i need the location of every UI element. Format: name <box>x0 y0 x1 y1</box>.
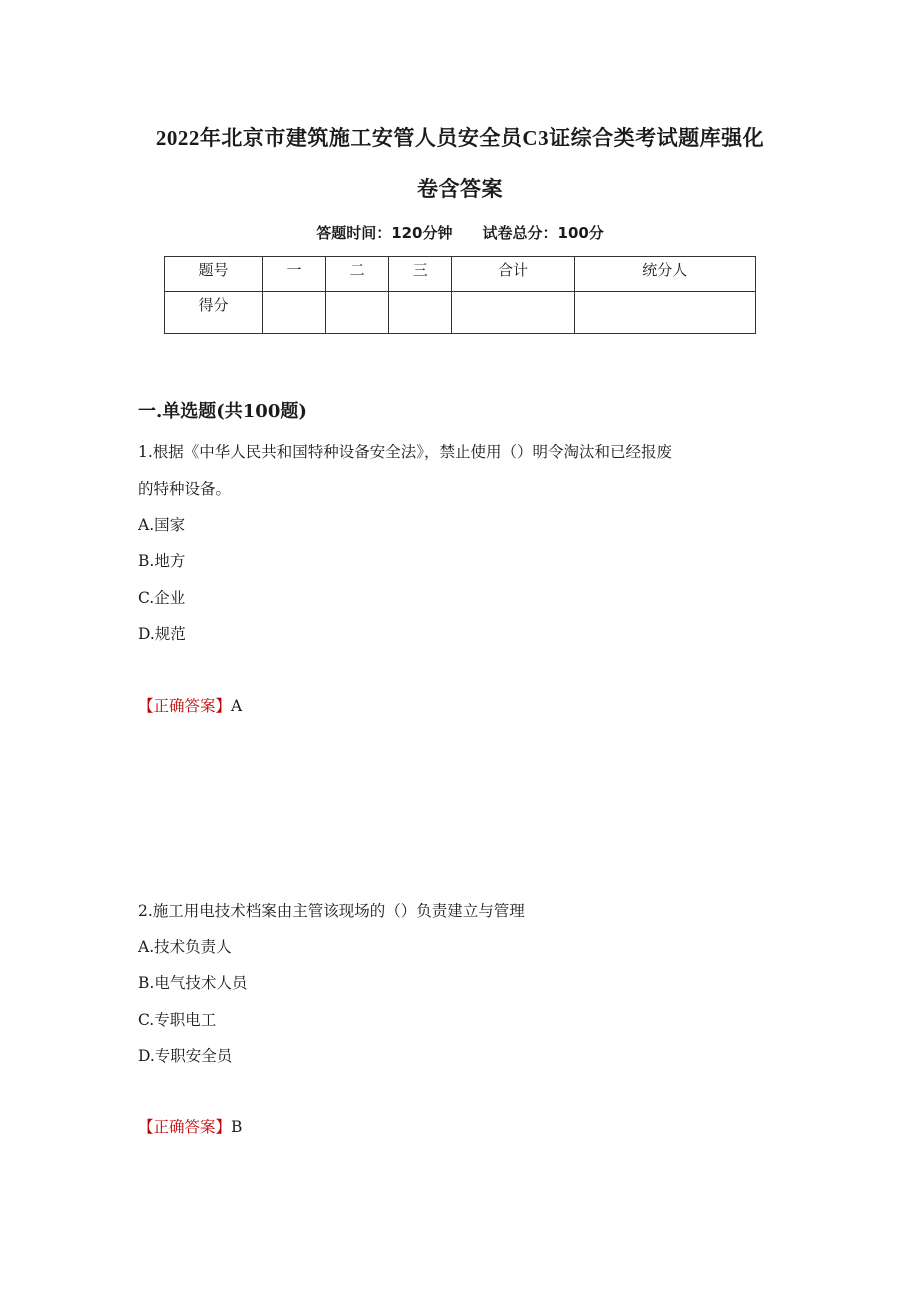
question-1-stem-line1: 1.根据《中华人民共和国特种设备安全法》，禁止使用（）明令淘汰和已经报废 <box>138 443 673 461</box>
score-cell <box>452 292 574 334</box>
question-2-option-d: D.专职安全员 <box>138 1047 233 1065</box>
score-cell <box>574 292 755 334</box>
answer-value: B <box>231 1118 243 1136</box>
question-1-option-b: B.地方 <box>138 552 186 570</box>
score-header-cell: 合计 <box>452 257 574 292</box>
exam-total-score: 试卷总分：100分 <box>482 224 604 242</box>
score-cell <box>326 292 389 334</box>
question-2-option-a: A.技术负责人 <box>138 938 232 956</box>
document-title-line1: 2022年北京市建筑施工安管人员安全员C3证综合类考试题库强化 <box>155 126 765 150</box>
score-header-cell: 三 <box>389 257 452 292</box>
exam-meta <box>0 222 920 243</box>
score-row-label: 得分 <box>165 292 263 334</box>
question-2-option-c: C.专职电工 <box>138 1011 217 1029</box>
score-table <box>164 256 756 334</box>
answer-value: A <box>231 697 243 715</box>
score-header-cell: 一 <box>263 257 326 292</box>
question-1-option-d: D.规范 <box>138 625 186 643</box>
score-cell <box>389 292 452 334</box>
answer-label: 【正确答案】 <box>138 1118 232 1136</box>
document-title-line2: 卷含答案 <box>417 177 503 201</box>
score-table-score-row <box>165 292 756 334</box>
question-1-stem-line2: 的特种设备。 <box>138 480 232 498</box>
question-1-option-a: A.国家 <box>138 516 186 534</box>
score-table-header-row <box>165 257 756 292</box>
question-2-option-b: B.电气技术人员 <box>138 974 248 992</box>
score-header-cell: 统分人 <box>574 257 755 292</box>
question-2-answer <box>138 1115 242 1137</box>
answer-label: 【正确答案】 <box>138 697 232 715</box>
score-header-cell: 题号 <box>165 257 263 292</box>
question-1-answer <box>138 694 242 716</box>
exam-time: 答题时间：120分钟 <box>316 224 453 242</box>
score-cell <box>263 292 326 334</box>
score-header-cell: 二 <box>326 257 389 292</box>
section-heading: 一.单选题(共100题) <box>138 401 307 422</box>
question-1-option-c: C.企业 <box>138 589 186 607</box>
question-2-stem: 2.施工用电技术档案由主管该现场的（）负责建立与管理 <box>138 902 525 920</box>
